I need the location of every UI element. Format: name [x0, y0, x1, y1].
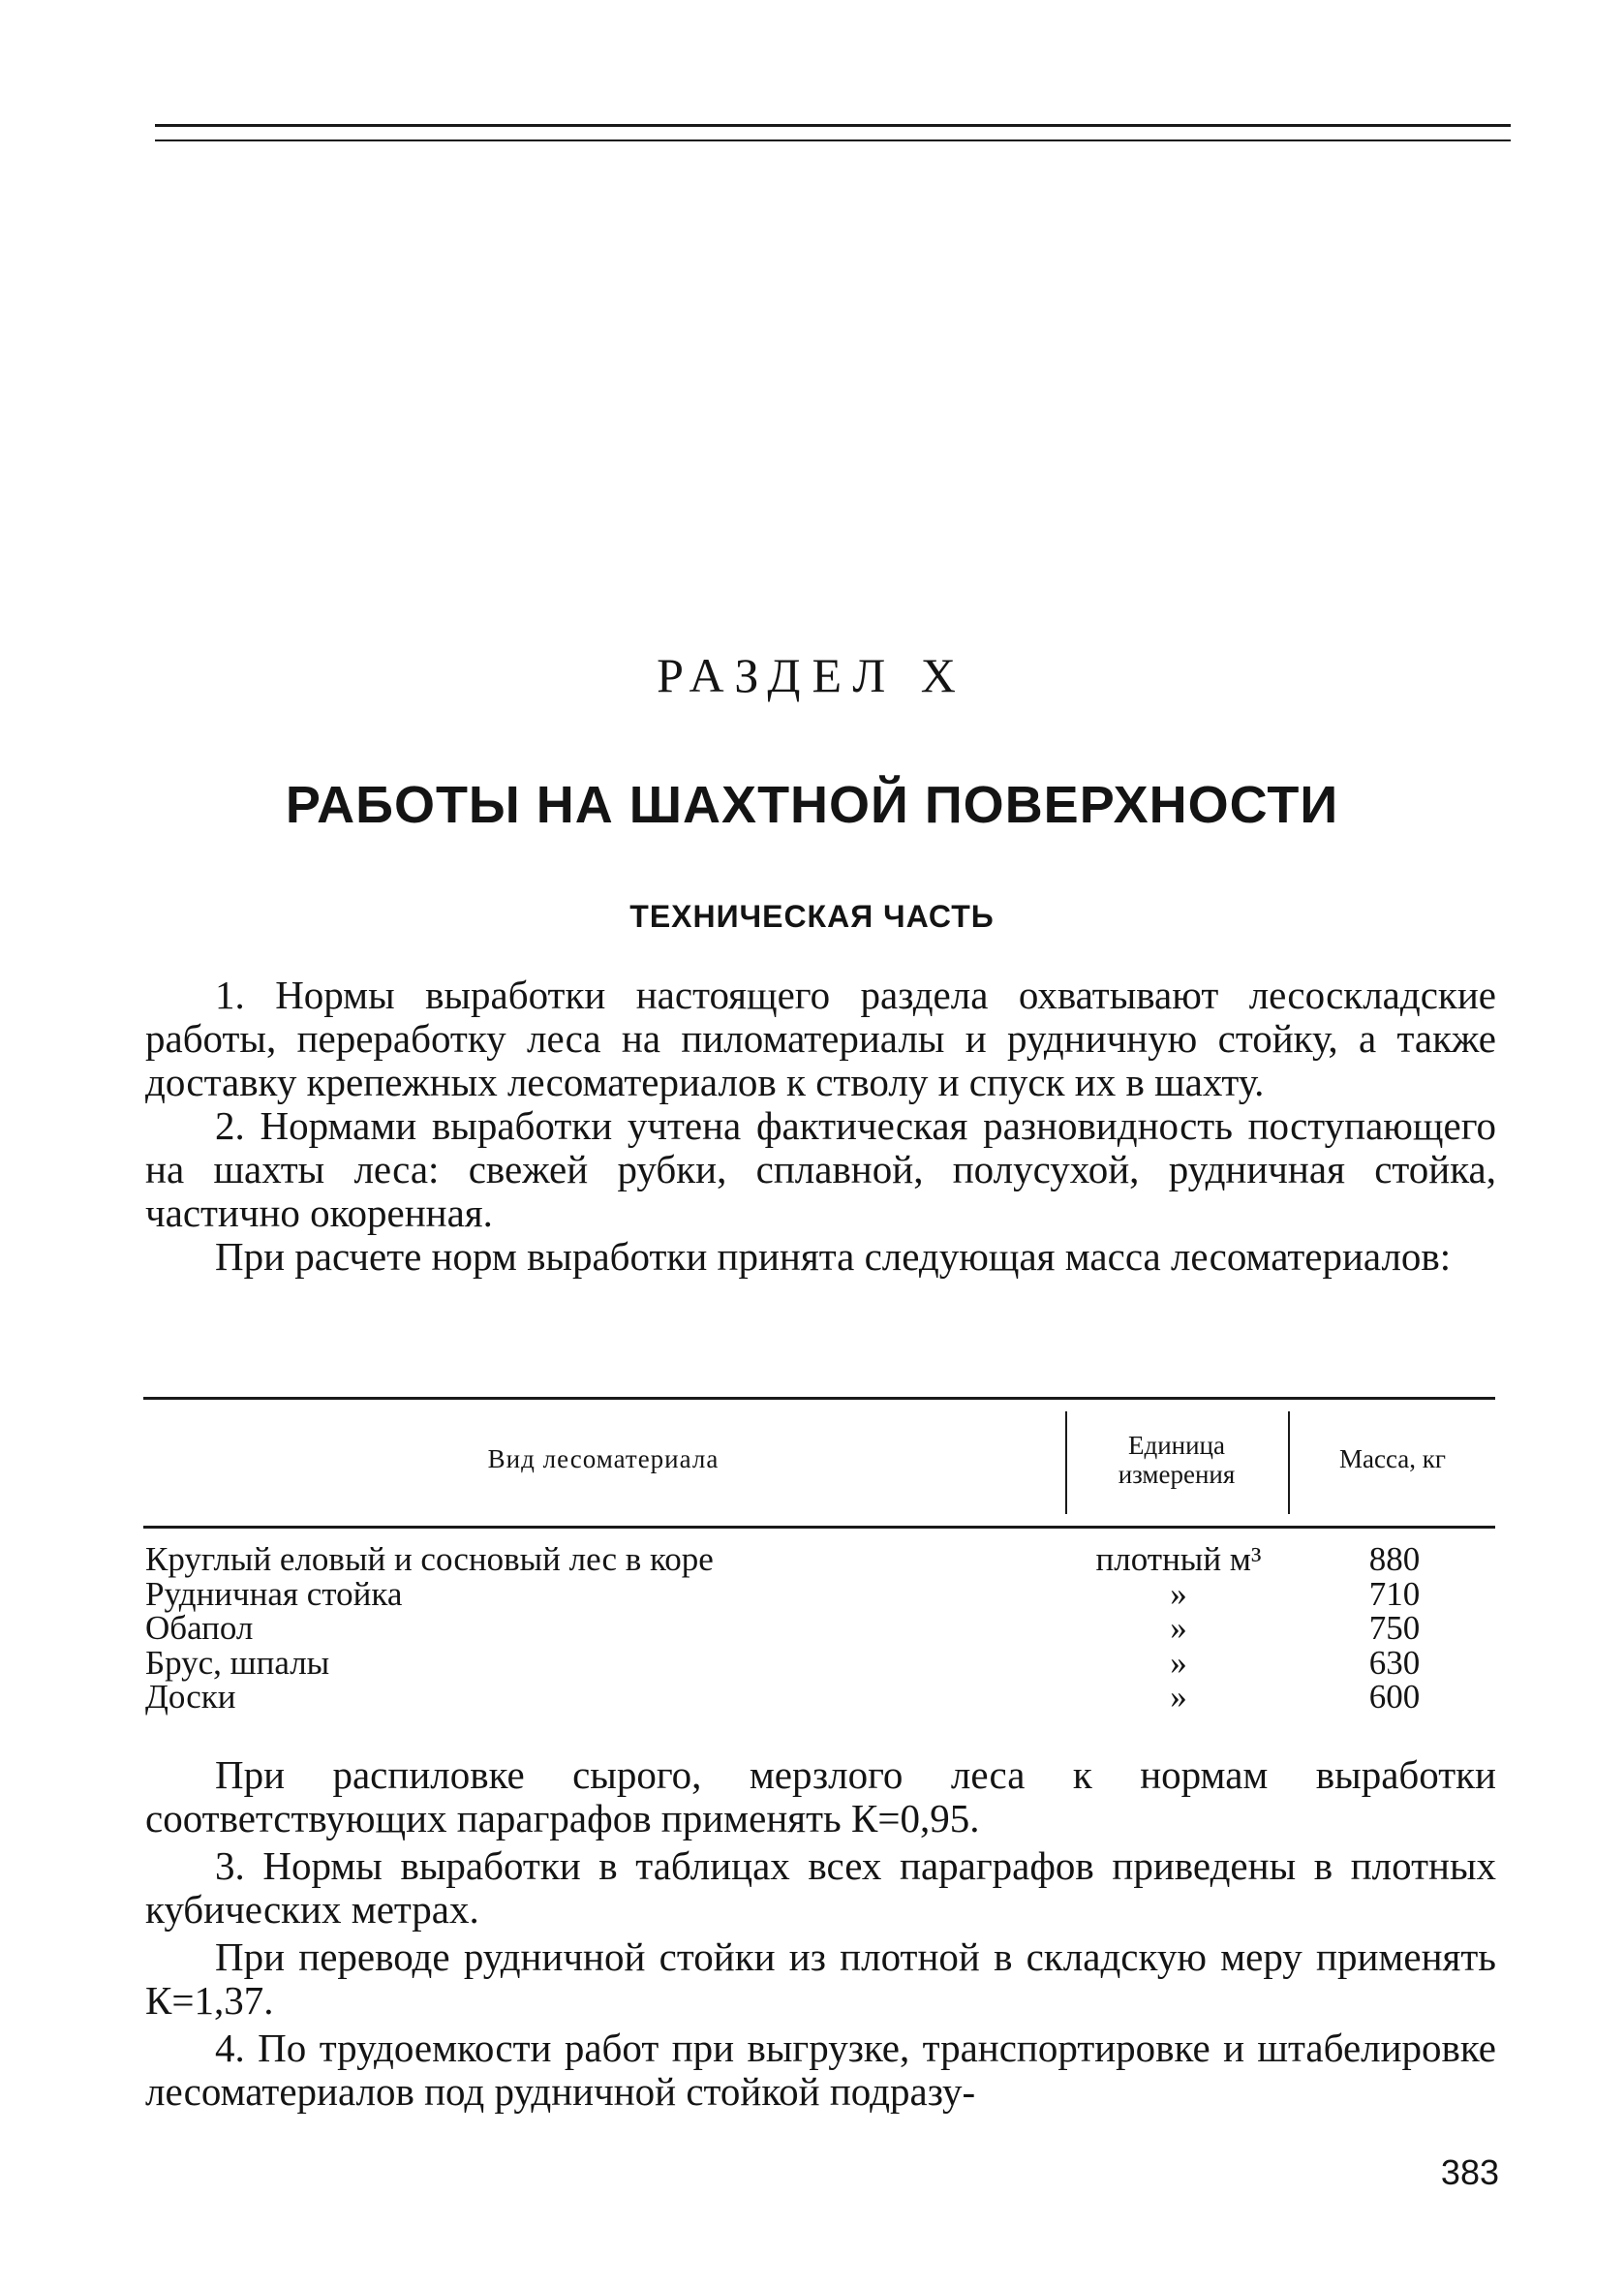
header-mass: Масса, кг [1339, 1444, 1446, 1473]
column-divider [1065, 1411, 1067, 1514]
row-name: Круглый еловый и сосновый лес в коре [145, 1540, 714, 1578]
row-mass: 600 [1368, 1678, 1421, 1716]
intro-text [145, 974, 1496, 1279]
row-unit: » [1170, 1609, 1187, 1647]
header-kind: Вид лесоматериала [487, 1444, 720, 1473]
mass-table-header [143, 1397, 1495, 1529]
section-label: РАЗДЕЛ X [657, 648, 967, 702]
row-unit: плотный м³ [1095, 1540, 1262, 1578]
row-unit: » [1170, 1643, 1187, 1682]
row-mass: 710 [1368, 1574, 1421, 1613]
row-name: Рудничная стойка [145, 1574, 403, 1613]
row-unit: » [1170, 1574, 1187, 1613]
table-row [145, 1611, 1497, 1646]
header-unit [1069, 1431, 1284, 1489]
paragraph: При переводе рудничной стойки из плотной в складскую меру применять К=1,37. [145, 1934, 1496, 2023]
paragraph: 3. Нормы выработки в таблицах всех параграфов приведены в плотных кубических метрах. [145, 1843, 1496, 1932]
header-unit-line1: Единица [1127, 1431, 1225, 1460]
page-number: 383 [1440, 2152, 1499, 2192]
header-rule [155, 124, 1511, 127]
table-row [145, 1680, 1497, 1715]
table-row [145, 1542, 1497, 1577]
row-mass: 630 [1368, 1643, 1421, 1682]
paragraph: 4. По трудоемкости работ при выгрузке, транспортировке и штабелировке лесоматериалов под рудничной стойкой подразу- [145, 2026, 1496, 2114]
header-unit-line2: измерения [1118, 1460, 1236, 1489]
section-title: РАБОТЫ НА ШАХТНОЙ ПОВЕРХНОСТИ [285, 776, 1339, 834]
row-name: Обапол [145, 1609, 254, 1647]
row-mass: 750 [1368, 1609, 1421, 1647]
table-row [145, 1643, 1497, 1682]
paragraph: При расчете норм выработки принята следующая масса лесоматериалов: [215, 1234, 1452, 1279]
row-name: Доски [145, 1678, 236, 1716]
notes-text [145, 1753, 1496, 2118]
mass-table-body [145, 1542, 1497, 1715]
header-rule-thin [155, 139, 1511, 141]
paragraph: 2. Нормами выработки учтена фактическая разновидность поступающего на шахты леса: свежей рубки, сплавной, полусухой, рудничная стойка, частично окоренная. [145, 1103, 1496, 1235]
section-subtitle: ТЕХНИЧЕСКАЯ ЧАСТЬ [629, 899, 995, 934]
paragraph: 1. Нормы выработки настоящего раздела охватывают лесоскладские работы, переработку леса на пиломатериалы и рудничную стойку, а также доставку крепежных лесоматериалов к стволу и спуск их в шахту. [145, 973, 1496, 1104]
table-row [145, 1574, 1497, 1613]
row-unit: » [1170, 1678, 1187, 1716]
row-name: Брус, шпалы [145, 1643, 330, 1682]
paragraph: При распиловке сырого, мерзлого леса к нормам выработки соответствующих параграфов применять К=0,95. [145, 1752, 1496, 1840]
row-mass: 880 [1368, 1540, 1421, 1578]
